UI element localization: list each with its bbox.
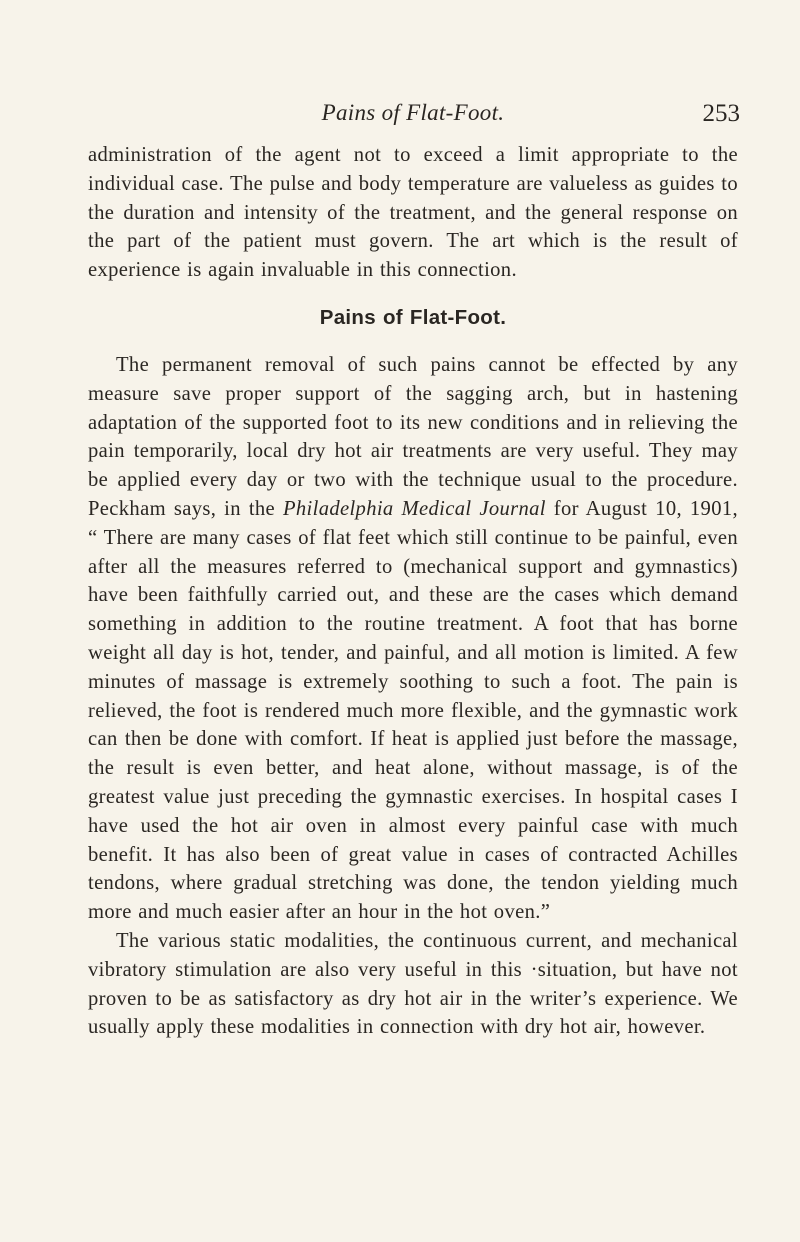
paragraph-3: The various static modalities, the continuous current, and mechanical vibratory stimulation are also very useful in this ·situation, but have not proven to be as satisfactory as dry hot air in the writer’s experience. We usually apply these modalities in connection with dry hot air, however. bbox=[88, 929, 738, 1039]
journal-name: Philadelphia Medical Journal bbox=[282, 497, 546, 520]
running-head bbox=[88, 96, 738, 136]
section-heading: Pains of Flat-Foot. bbox=[319, 305, 507, 329]
body-text bbox=[88, 141, 738, 1042]
page-number: 253 bbox=[702, 100, 740, 127]
paragraph-2-after-journal: for August 10, 1901, “ There are many cases of flat feet which still continue to be painful, even after all the measures referred to (mechanical support and gymnastics) have been faithfully carried out, and these are the cases which demand something in addition to the routine treatment. A foot that has borne weight all day is hot, tender, and painful, and all motion is limited. A few minutes of massage is extremely soothing to such a foot. The pain is relieved, the foot is rendered much more flexible, and the gymnastic work can then be done with comfort. If heat is applied just before the massage, the result is even better, and heat alone, without massage, is of the greatest value just preceding the gymnastic exercises. In hospital cases I have used the hot air oven in almost every painful case with much benefit. It has also been of great value in cases of contracted Achilles tendons, where gradual stretching was done, the tendon yielding much more and much easier after an hour in the hot oven.” bbox=[88, 497, 738, 924]
paragraph-2 bbox=[88, 351, 738, 927]
paragraph-1: administration of the agent not to exceed a limit appropriate to the individual case. The pulse and body temperature are valueless as guides to the duration and intensity of the treatment, and the general response on the part of the patient must govern. The art which is the result of experience is again invaluable in this connection. bbox=[88, 144, 738, 282]
paragraph-2-before-journal: The permanent removal of such pains cannot be effected by any measure save proper support of the sagging arch, but in hastening adaptation of the supported foot to its new conditions and in relieving the pain temporarily, local dry hot air treatments are very useful. They may be applied every day or two with the technique usual to the procedure. Peckham says, in the bbox=[88, 353, 738, 520]
running-title: Pains of Flat-Foot. bbox=[321, 100, 505, 125]
